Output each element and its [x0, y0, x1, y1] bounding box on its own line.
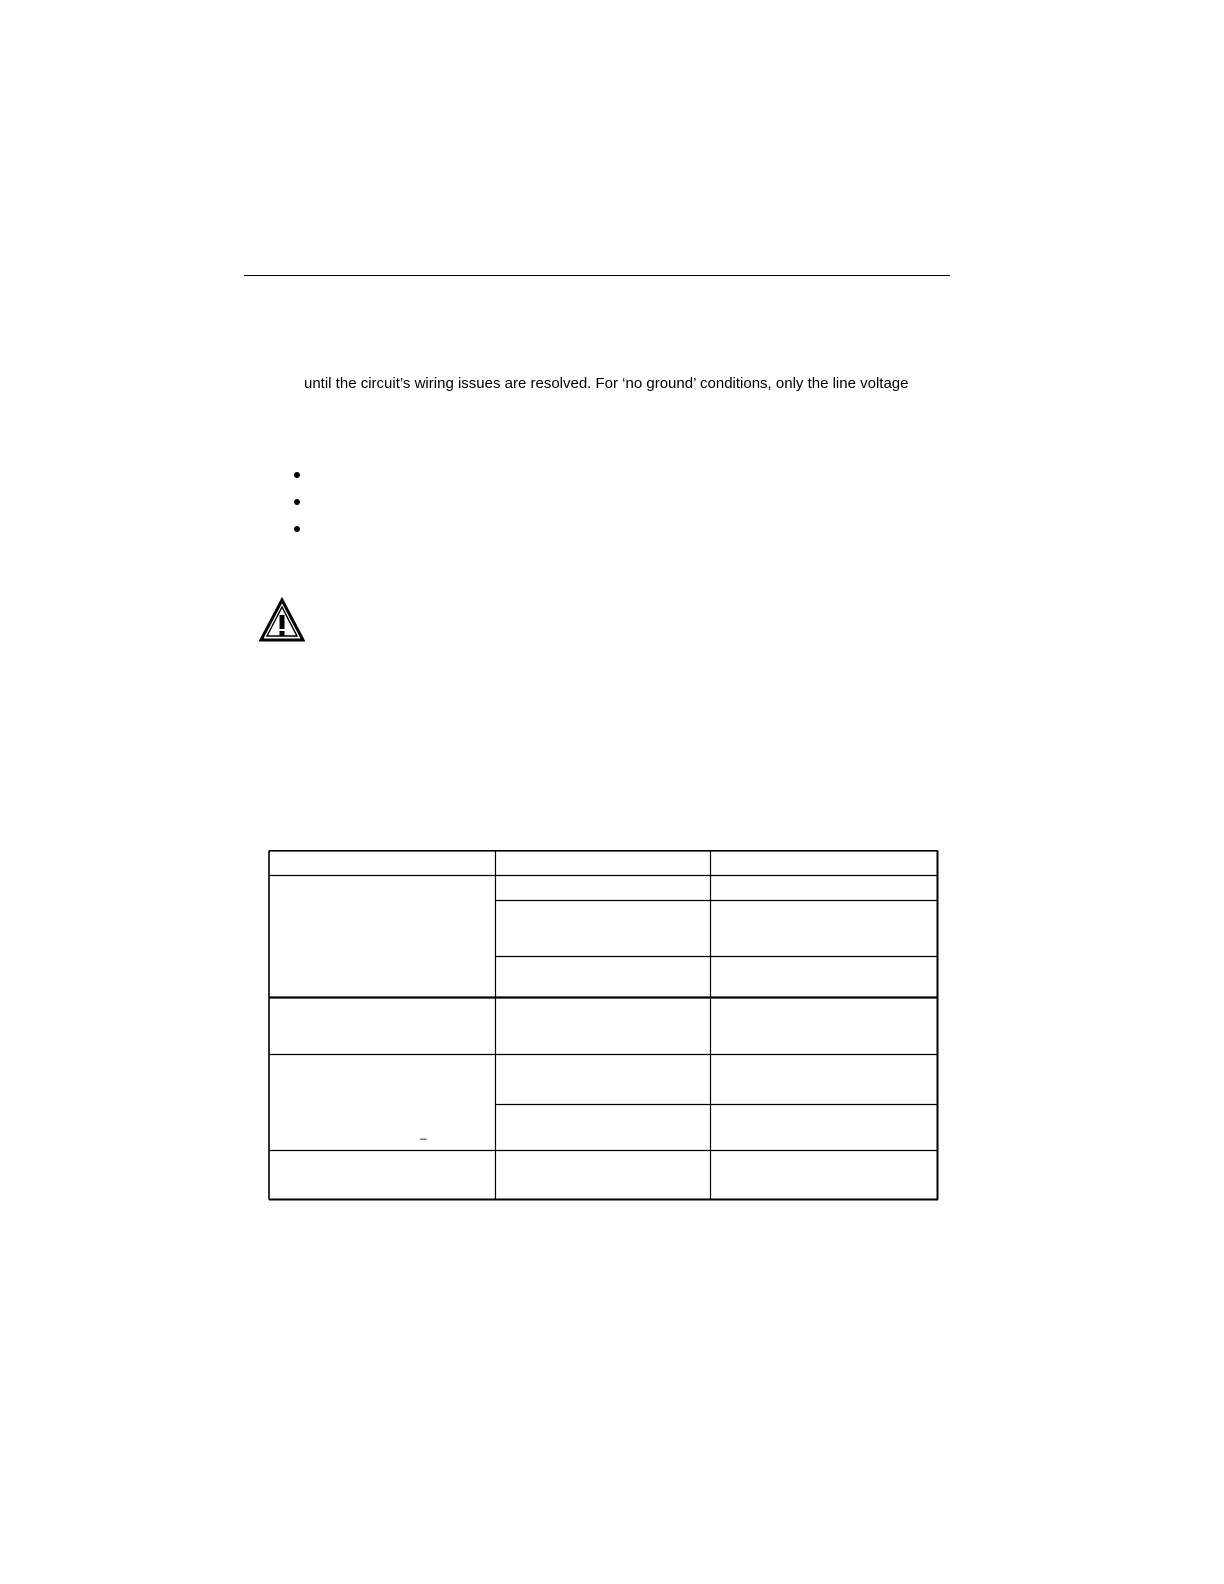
results-table [268, 850, 939, 1201]
table-stray-mark: – [420, 1131, 427, 1145]
body-text-line: until the circuit’s wiring issues are resolved. For ‘no ground’ conditions, only the line voltage [304, 375, 909, 392]
bullet-3 [294, 526, 300, 532]
header-rule [244, 275, 950, 276]
warning-triangle-icon [259, 597, 305, 643]
bullet-1 [294, 472, 300, 478]
bullet-2 [294, 499, 300, 505]
